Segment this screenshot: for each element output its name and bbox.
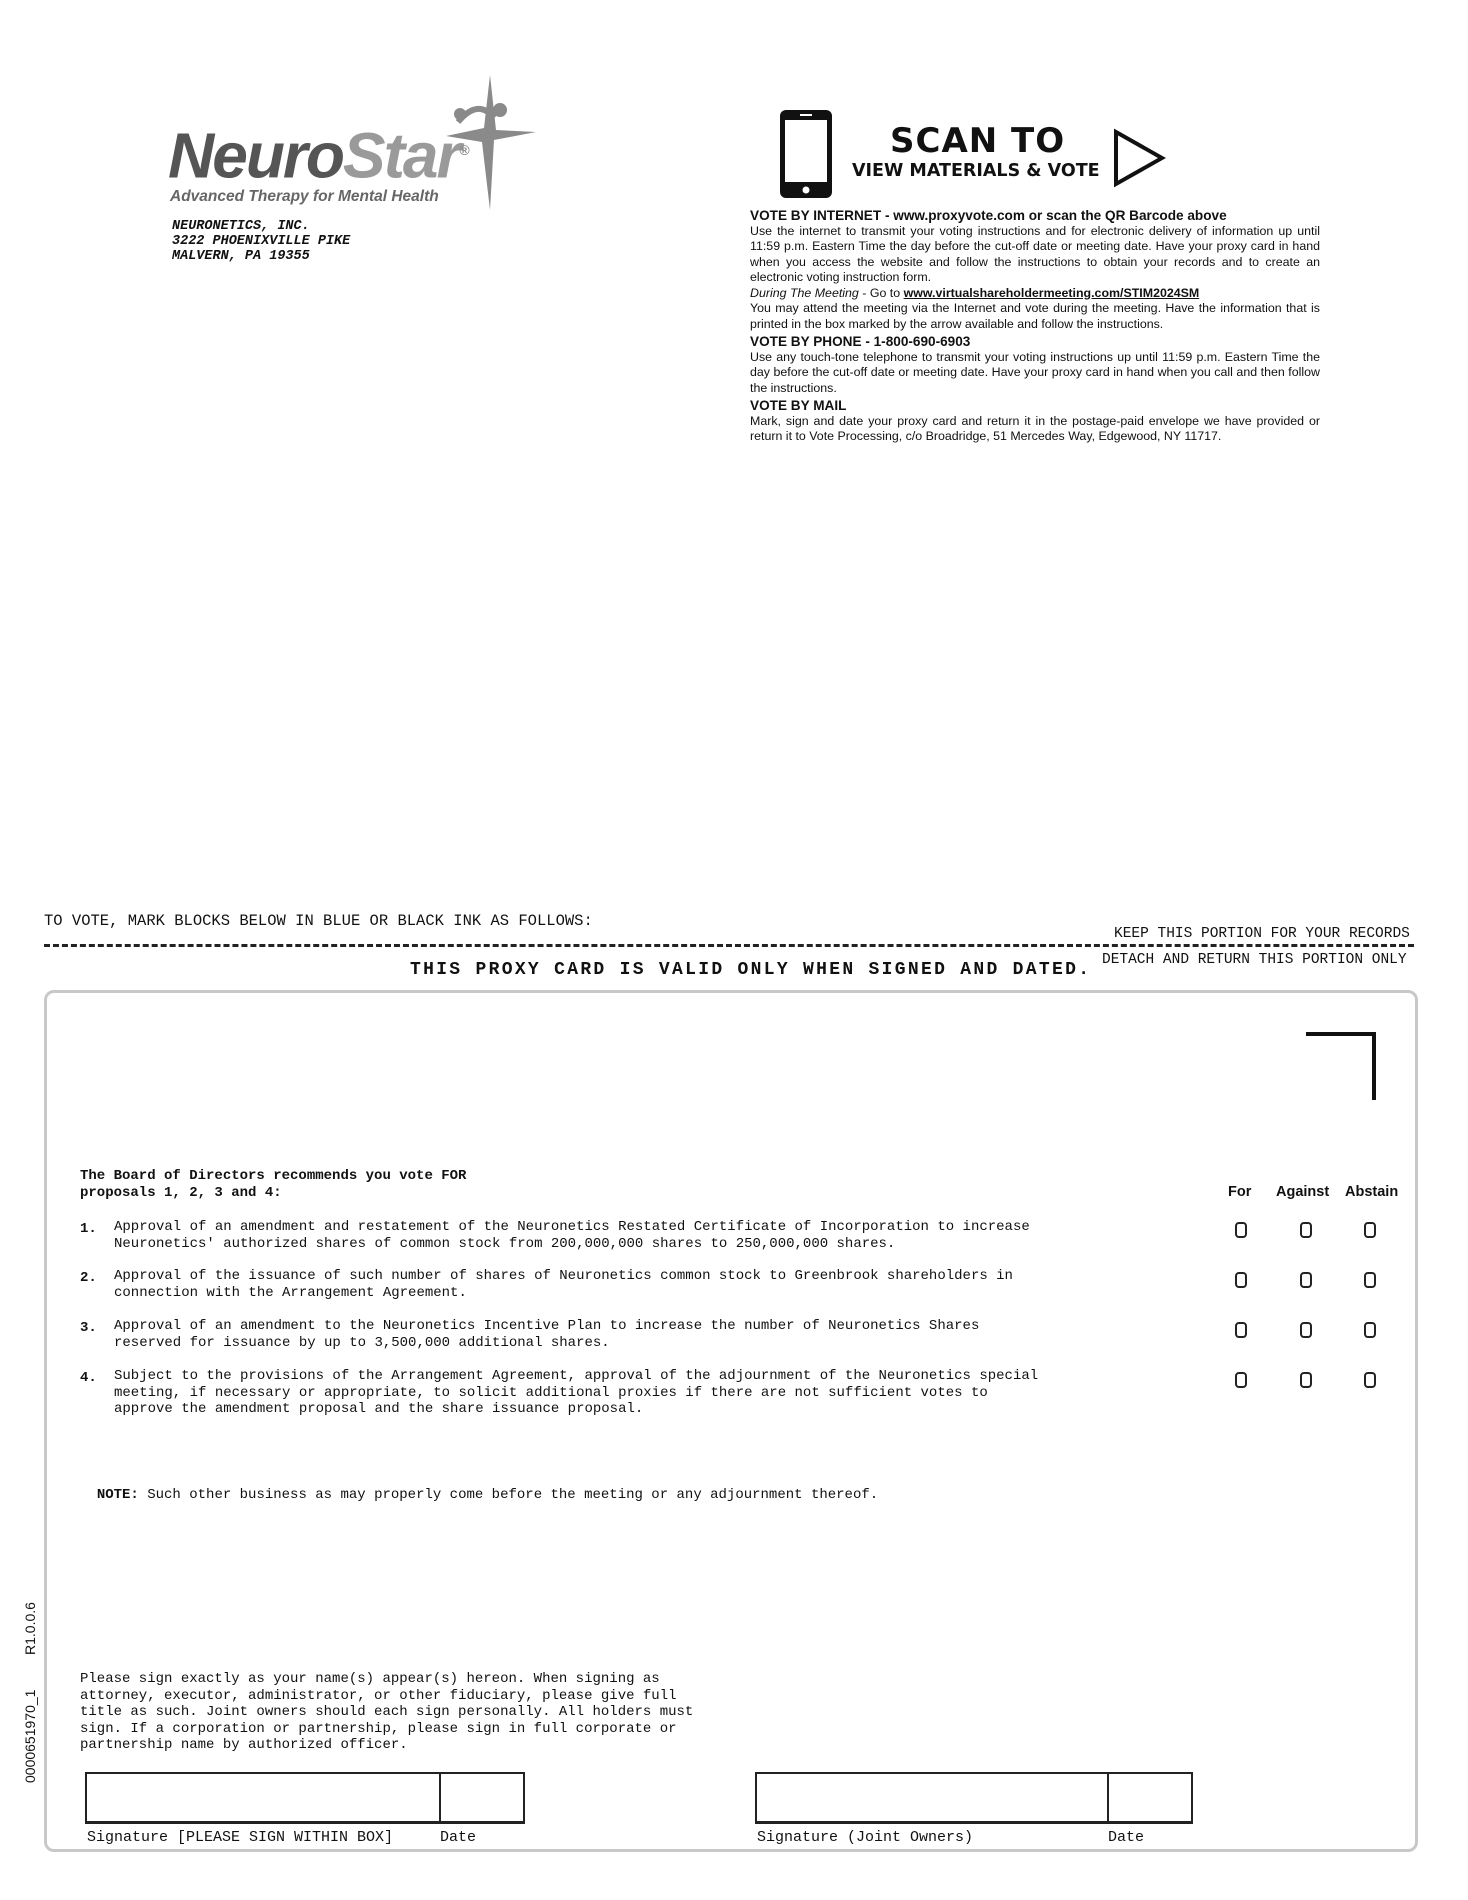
meeting-url-link[interactable]: www.virtualshareholdermeeting.com/STIM2024SM: [903, 285, 1200, 300]
side-code-b: R1.0.0.6: [22, 1602, 38, 1655]
proposal-number: 3.: [80, 1320, 97, 1336]
column-abstain: Abstain: [1345, 1184, 1399, 1200]
scan-subtitle: VIEW MATERIALS & VOTE: [852, 161, 1100, 181]
joint-signature-label: Signature (Joint Owners): [757, 1829, 974, 1846]
column-against: Against: [1276, 1184, 1330, 1200]
internet-body: Use the internet to transmit your voting instructions and for electronic delivery of information up until 11:59 p.m. Eastern Time the day before the cut-off date or meeting date. Have your proxy card in hand when you access the website and follow the instructions to obtain your records and to create an electronic voting instruction form.: [750, 223, 1320, 284]
company-address-line1: 3222 PHOENIXVILLE PIKE: [172, 234, 351, 249]
note-label: NOTE:: [96, 1486, 139, 1503]
to-vote-instruction: TO VOTE, MARK BLOCKS BELOW IN BLUE OR BLACK INK AS FOLLOWS:: [44, 912, 593, 930]
company-address-line2: MALVERN, PA 19355: [172, 249, 310, 264]
proposal-4-against-checkbox[interactable]: [1300, 1372, 1312, 1388]
date-box[interactable]: [439, 1772, 525, 1824]
date-label: Date: [440, 1829, 477, 1846]
note-line: [80, 1470, 878, 1503]
proposal-text: Approval of an amendment to the Neuronetics Incentive Plan to increase the number of Neuronetics Shares reserved for issuance by up to 3,500,000 additional shares.: [114, 1318, 980, 1351]
joint-date-box[interactable]: [1107, 1772, 1193, 1824]
proposal-3-abstain-checkbox[interactable]: [1364, 1322, 1376, 1338]
scan-title: SCAN TO: [890, 121, 1066, 161]
meeting-goto: - Go to: [858, 285, 904, 300]
logo-wordmark: [168, 118, 468, 192]
signing-instructions: Please sign exactly as your name(s) appear(s) hereon. When signing as attorney, executor, administrator, or other fiduciary, please give full title as such. Joint owners should each sign personally. All holders must sign. If a corporation or partnership, please sign in full corporate or partnership name by authorized officer.: [80, 1671, 694, 1753]
meeting-line: [750, 286, 1320, 302]
company-address: [172, 219, 350, 264]
logo-registered: ®: [459, 142, 468, 158]
proposal-2-for-checkbox[interactable]: [1235, 1272, 1247, 1288]
proposal-2: [80, 1268, 1013, 1301]
voting-instructions: [750, 206, 1320, 445]
detach-cut-line: [44, 944, 1414, 947]
signature-label: Signature [PLEASE SIGN WITHIN BOX]: [87, 1829, 394, 1846]
side-code-a: 0000651970_1: [22, 1689, 38, 1783]
keep-portion-label: KEEP THIS PORTION FOR YOUR RECORDS: [1114, 926, 1410, 942]
proposal-1-for-checkbox[interactable]: [1235, 1222, 1247, 1238]
proposal-number: 1.: [80, 1221, 97, 1237]
proposal-4-for-checkbox[interactable]: [1235, 1372, 1247, 1388]
proposal-text: Subject to the provisions of the Arrangement Agreement, approval of the adjournment of the Neuronetics special meeting, if necessary or appropriate, to solicit additional proxies if there are not sufficient votes to approve the amendment proposal and the share issuance proposal.: [114, 1368, 1039, 1417]
proposal-2-against-checkbox[interactable]: [1300, 1272, 1312, 1288]
proposal-3-for-checkbox[interactable]: [1235, 1322, 1247, 1338]
proposal-number: 4.: [80, 1370, 97, 1386]
proxy-valid-notice: THIS PROXY CARD IS VALID ONLY WHEN SIGNED AND DATED.: [410, 960, 1092, 980]
proposal-text: Approval of an amendment and restatement of the Neuronetics Restated Certificate of Incorporation to increase Neuronetics' authorized shares of common stock from 200,000,000 shares to 250,000,000 shares.: [114, 1219, 1030, 1252]
phone-heading: VOTE BY PHONE - 1-800-690-6903: [750, 334, 971, 349]
mail-heading: VOTE BY MAIL: [750, 398, 847, 413]
neurostar-logo: [168, 70, 538, 210]
signature-box[interactable]: [85, 1772, 441, 1824]
proposal-4-abstain-checkbox[interactable]: [1364, 1372, 1376, 1388]
mail-body: Mark, sign and date your proxy card and return it in the postage-paid envelope we have provided or return it to Vote Processing, c/o Broadridge, 51 Mercedes Way, Edgewood, NY 11717.: [750, 413, 1320, 443]
proposal-4: [80, 1368, 1039, 1417]
logo-tagline: Advanced Therapy for Mental Health: [170, 188, 439, 205]
logo-word-neuro: Neuro: [168, 119, 343, 192]
joint-date-label: Date: [1108, 1829, 1145, 1846]
proposal-1: [80, 1219, 1030, 1252]
board-recommendation: The Board of Directors recommends you vote FOR proposals 1, 2, 3 and 4:: [80, 1168, 467, 1201]
proposal-number: 2.: [80, 1270, 97, 1286]
play-arrow-icon: [1112, 128, 1166, 188]
smartphone-icon: [778, 108, 834, 200]
proposal-1-abstain-checkbox[interactable]: [1364, 1222, 1376, 1238]
internet-heading: VOTE BY INTERNET - www.proxyvote.com or scan the QR Barcode above: [750, 208, 1227, 223]
company-name: NEURONETICS, INC.: [172, 219, 310, 234]
side-code: [22, 1595, 42, 1785]
note-text: Such other business as may properly come before the meeting or any adjournment thereof.: [138, 1486, 879, 1503]
proposal-1-against-checkbox[interactable]: [1300, 1222, 1312, 1238]
proposal-2-abstain-checkbox[interactable]: [1364, 1272, 1376, 1288]
logo-word-star: Star: [342, 119, 460, 192]
proposal-3-against-checkbox[interactable]: [1300, 1322, 1312, 1338]
column-for: For: [1228, 1184, 1252, 1200]
corner-registration-mark: [1306, 1032, 1376, 1100]
proposal-text: Approval of the issuance of such number of shares of Neuronetics common stock to Greenbrook shareholders in connection with the Arrangement Agreement.: [114, 1268, 1013, 1301]
meeting-label: During The Meeting: [750, 285, 859, 300]
phone-body: Use any touch-tone telephone to transmit your voting instructions up until 11:59 p.m. Eastern Time the day before the cut-off date or meeting date. Have your proxy card in hand when you call and then follow the instructions.: [750, 349, 1320, 395]
joint-signature-box[interactable]: [755, 1772, 1109, 1824]
proposal-3: [80, 1318, 980, 1351]
meeting-body: You may attend the meeting via the Internet and vote during the meeting. Have the information that is printed in the box marked by the arrow available and follow the instructions.: [750, 301, 1320, 331]
detach-return-label: DETACH AND RETURN THIS PORTION ONLY: [1102, 952, 1407, 968]
